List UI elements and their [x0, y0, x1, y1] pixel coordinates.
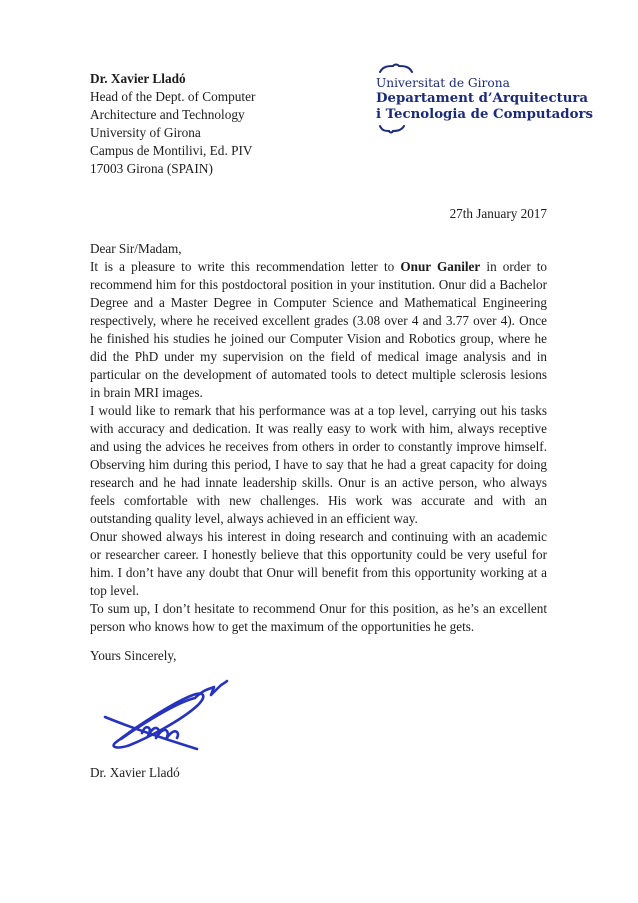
salutation: Dear Sir/Madam, — [90, 241, 182, 256]
overbrace-icon — [378, 63, 414, 73]
signer-name: Dr. Xavier Lladó — [90, 765, 180, 781]
underbrace-icon — [378, 125, 406, 134]
logo-university-name: Universitat de Girona — [376, 76, 510, 90]
paragraph-performance: I would like to remark that his performance was at a top level, carrying out his tasks with accuracy and dedication. It was really easy to work with him, always receptive and using the advices he receives from others in order to constantly improve himself. Observing him during this period, I have to say that he had a great capacity for doing research and he had innate leadership skills. Onur is an active person, who always feels comfortable with new challenges. His work was accurate and with an outstanding quality level, always achieved in an efficient way. — [90, 403, 547, 526]
paragraph-summary: To sum up, I don’t hesitate to recommend Onur for this position, as he’s an excellent person who knows how to get the maximum of the opportunities he gets. — [90, 601, 547, 634]
sender-line: Head of the Dept. of Computer — [90, 89, 256, 104]
paragraph-text: in order to recommend him for this postdoctoral position in your institution. Onur did a Bachelor Degree and a Master Degree in Computer Science and Mathematical Engineering respectively, where he received excellent grades (3.08 over 4 and 3.77 over 4). Once he finished his studies he joined our Computer Vision and Robotics group, where he did the PhD under my supervision on the field of medical image analysis and in particular on the development of automated tools to detect multiple sclerosis lesions in brain MRI images. — [90, 259, 548, 400]
sender-line: 17003 Girona (SPAIN) — [90, 161, 213, 176]
candidate-name: Onur Ganiler — [400, 259, 481, 274]
signature-ink — [100, 678, 232, 754]
paragraph-text: It is a pleasure to write this recommendation letter to — [90, 259, 401, 274]
sender-line: University of Girona — [90, 125, 201, 140]
sender-line: Campus de Montilivi, Ed. PIV — [90, 143, 253, 158]
sender-address-block — [90, 70, 255, 178]
letter-body — [90, 205, 547, 795]
logo-department-line2: i Tecnologia de Computadors — [376, 107, 593, 122]
paragraph-interest: Onur showed always his interest in doing research and continuing with an academic or researcher career. I honestly believe that this opportunity could be very useful for him. I don’t have any doubt that Onur will benefit from this opportunity working at a top level. — [90, 529, 547, 598]
letter-date: 27th January 2017 — [449, 206, 547, 221]
sender-line: Architecture and Technology — [90, 107, 245, 122]
handwritten-signature — [100, 678, 232, 754]
paragraph-introduction — [90, 258, 547, 402]
closing-phrase: Yours Sincerely, — [90, 648, 177, 663]
sender-name: Dr. Xavier Lladó — [90, 71, 186, 86]
logo-department-line1: Departament d’Arquitectura — [376, 91, 589, 106]
university-logo — [376, 63, 593, 134]
